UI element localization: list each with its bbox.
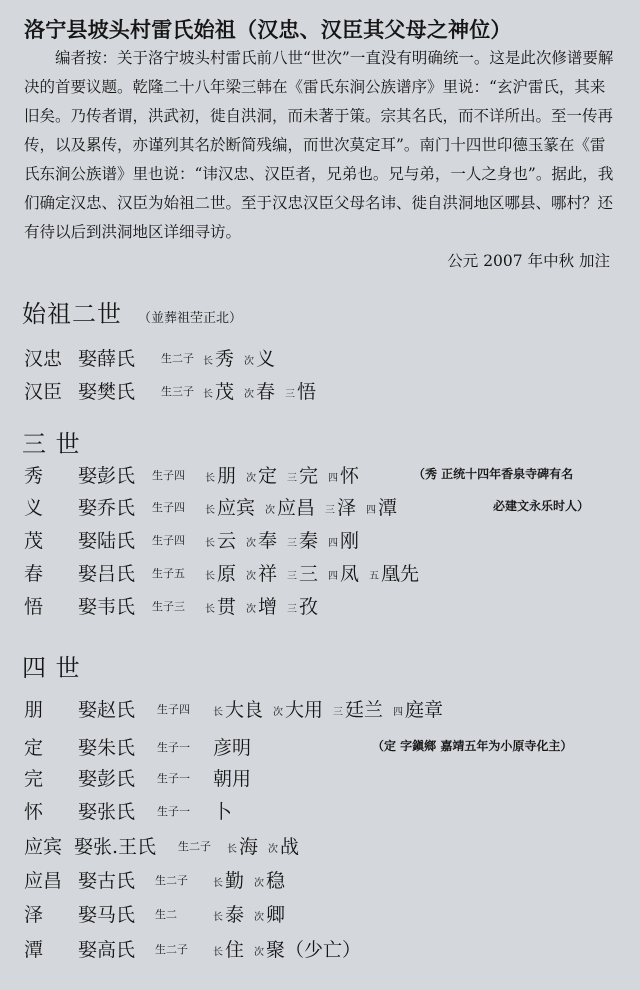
spouse-name: 娶樊氏	[78, 381, 136, 403]
children-count: 生二子	[155, 943, 188, 956]
birth-order-mark: 次	[265, 505, 275, 516]
birth-order-mark: 三	[287, 604, 297, 615]
children-count: 生三子	[161, 385, 194, 398]
child-name: 贯	[217, 596, 237, 618]
birth-order-mark: 次	[246, 473, 256, 484]
spouse-name: 娶彭氏	[78, 768, 136, 790]
child-name: 泰	[225, 904, 245, 926]
person-name: 茂	[24, 530, 44, 552]
page-title: 洛宁县坡头村雷氏始祖（汉忠、汉臣其父母之神位）	[24, 17, 512, 42]
remark-note: （秀 正统十四年香泉寺碑有名	[413, 467, 574, 481]
birth-order-mark: 三	[287, 473, 297, 484]
editor-note-text: 编者按：关于洛宁坡头村雷氏前八世“世次”一直没有明确统一。这是此次修谱要解决的首要议题。乾隆二十八年梁三韩在《雷氏东涧公族谱序》里说：“玄沪雷氏，其来旧矣。乃传者谓，洪武初，徙自洪洞，而未著于策。宗其名氏，而不详所出。至一传再传，以及累传，亦谨列其名於断简残编，而世次莫定耳”。南门十四世印德玉篆在《雷氏东涧公族谱》里也说：“讳汉忠、汉臣者，兄弟也。兄与弟，一人之身也”。据此，我们确定汉忠、汉臣为始祖二世。至于汉忠汉臣父母名讳、徙自洪洞地区哪县、哪村？还有待以后到洪洞地区详细寻访。	[24, 49, 614, 241]
editor-note-signature: 公元 2007 年中秋 加注	[447, 252, 610, 270]
child-name: 泽	[337, 497, 357, 519]
child-name: 朋	[217, 465, 237, 487]
person-name: 完	[24, 768, 44, 790]
section-subtitle: （並葬祖茔正北）	[138, 311, 243, 326]
birth-order-mark: 四	[393, 707, 403, 718]
section-title-text: 三 世	[22, 430, 81, 458]
child-name: 卜	[213, 801, 233, 823]
child-name: 义	[256, 348, 276, 370]
child-name: 应昌	[277, 497, 316, 519]
remark-note: （定 字鎭鄉 嘉靖五年为小原寺化主）	[372, 739, 573, 753]
spouse-name: 娶吕氏	[78, 563, 136, 585]
person-name: 汉忠	[24, 348, 63, 370]
spouse-name: 娶薛氏	[78, 348, 136, 370]
child-name: 朝用	[213, 768, 252, 790]
child-name: 云	[217, 530, 237, 552]
birth-order-mark: 长	[205, 571, 215, 582]
birth-order-mark: 次	[244, 389, 254, 400]
spouse-name: 娶陆氏	[78, 530, 136, 552]
person-name: 汉臣	[24, 381, 63, 403]
children-count: 生子五	[152, 567, 185, 580]
child-name: 奉	[258, 530, 278, 552]
birth-order-mark: 长	[205, 604, 215, 615]
birth-order-mark: 次	[254, 912, 264, 923]
remark-note: 必建文永乐时人）	[493, 499, 590, 513]
editor-note	[24, 44, 614, 276]
child-name: 稳	[266, 870, 286, 892]
child-name: 怀	[340, 465, 360, 487]
children-count: 生子四	[152, 469, 185, 482]
children-count: 生二	[155, 908, 177, 921]
child-name: 彦明	[213, 737, 252, 759]
child-name: 勤	[225, 870, 245, 892]
birth-order-mark: 五	[369, 571, 379, 582]
birth-order-mark: 长	[213, 878, 223, 889]
person-name: 义	[24, 497, 44, 519]
birth-order-mark: 长	[205, 538, 215, 549]
child-name: 海	[239, 836, 259, 858]
child-name: 聚（少亡）	[266, 939, 362, 961]
birth-order-mark: 三	[287, 538, 297, 549]
person-name: 朋	[24, 699, 44, 721]
birth-order-mark: 长	[213, 947, 223, 958]
child-name: 春	[256, 381, 276, 403]
spouse-name: 娶彭氏	[78, 465, 136, 487]
spouse-name: 娶张氏	[78, 801, 136, 823]
child-name: 孜	[299, 596, 319, 618]
person-name: 悟	[24, 596, 44, 618]
child-name: 应宾	[217, 497, 256, 519]
child-name: 潭	[378, 497, 398, 519]
child-name: 增	[258, 596, 278, 618]
child-name: 秀	[215, 348, 235, 370]
children-count: 生子一	[157, 805, 190, 818]
child-name: 定	[258, 465, 278, 487]
children-count: 生子三	[152, 600, 185, 613]
birth-order-mark: 长	[205, 473, 215, 484]
child-name: 茂	[215, 381, 235, 403]
birth-order-mark: 长	[203, 356, 213, 367]
birth-order-mark: 次	[268, 844, 278, 855]
section-title-gen4	[22, 648, 81, 683]
birth-order-mark: 长	[213, 707, 223, 718]
birth-order-mark: 次	[273, 707, 283, 718]
spouse-name: 娶马氏	[78, 904, 136, 926]
section-title-text: 四 世	[22, 654, 81, 682]
section-title-gen2	[22, 294, 242, 329]
birth-order-mark: 四	[366, 505, 376, 516]
birth-order-mark: 四	[328, 538, 338, 549]
children-count: 生子四	[157, 703, 190, 716]
child-name: 大用	[285, 699, 324, 721]
child-name: 秦	[299, 530, 319, 552]
birth-order-mark: 次	[246, 571, 256, 582]
birth-order-mark: 长	[205, 505, 215, 516]
section-title-gen3	[22, 424, 81, 459]
birth-order-mark: 四	[328, 473, 338, 484]
person-name: 潭	[24, 939, 44, 961]
child-name: 刚	[340, 530, 360, 552]
section-title-text: 始祖二世	[22, 300, 122, 328]
person-name: 泽	[24, 904, 44, 926]
birth-order-mark: 次	[246, 538, 256, 549]
children-count: 生子四	[152, 501, 185, 514]
child-name: 三	[299, 563, 319, 585]
birth-order-mark: 长	[203, 389, 213, 400]
child-name: 凰先	[381, 563, 420, 585]
birth-order-mark: 次	[254, 878, 264, 889]
child-name: 悟	[297, 381, 317, 403]
spouse-name: 娶韦氏	[78, 596, 136, 618]
children-count: 生二子	[161, 352, 194, 365]
person-name: 秀	[24, 465, 44, 487]
person-name: 怀	[24, 801, 44, 823]
child-name: 住	[225, 939, 245, 961]
children-count: 生子一	[157, 772, 190, 785]
birth-order-mark: 三	[333, 707, 343, 718]
spouse-name: 娶乔氏	[78, 497, 136, 519]
children-count: 生子四	[152, 534, 185, 547]
birth-order-mark: 四	[328, 571, 338, 582]
birth-order-mark: 三	[285, 389, 295, 400]
birth-order-mark: 次	[254, 947, 264, 958]
spouse-name: 娶高氏	[78, 939, 136, 961]
spouse-name: 娶张.王氏	[74, 836, 157, 858]
birth-order-mark: 长	[227, 844, 237, 855]
birth-order-mark: 三	[287, 571, 297, 582]
child-name: 大良	[225, 699, 264, 721]
child-name: 凤	[340, 563, 360, 585]
child-name: 卿	[266, 904, 286, 926]
child-name: 庭章	[405, 699, 444, 721]
person-name: 春	[24, 563, 44, 585]
children-count: 生子一	[157, 741, 190, 754]
child-name: 完	[299, 465, 319, 487]
birth-order-mark: 长	[213, 912, 223, 923]
child-name: 廷兰	[345, 699, 384, 721]
child-name: 原	[217, 563, 237, 585]
person-name: 定	[24, 737, 44, 759]
spouse-name: 娶朱氏	[78, 737, 136, 759]
birth-order-mark: 三	[325, 505, 335, 516]
children-count: 生二子	[178, 840, 211, 853]
child-name: 祥	[258, 563, 278, 585]
birth-order-mark: 次	[244, 356, 254, 367]
child-name: 战	[280, 836, 300, 858]
spouse-name: 娶古氏	[78, 870, 136, 892]
person-name: 应昌	[24, 870, 63, 892]
children-count: 生二子	[155, 874, 188, 887]
person-name: 应宾	[24, 836, 63, 858]
spouse-name: 娶赵氏	[78, 699, 136, 721]
birth-order-mark: 次	[246, 604, 256, 615]
